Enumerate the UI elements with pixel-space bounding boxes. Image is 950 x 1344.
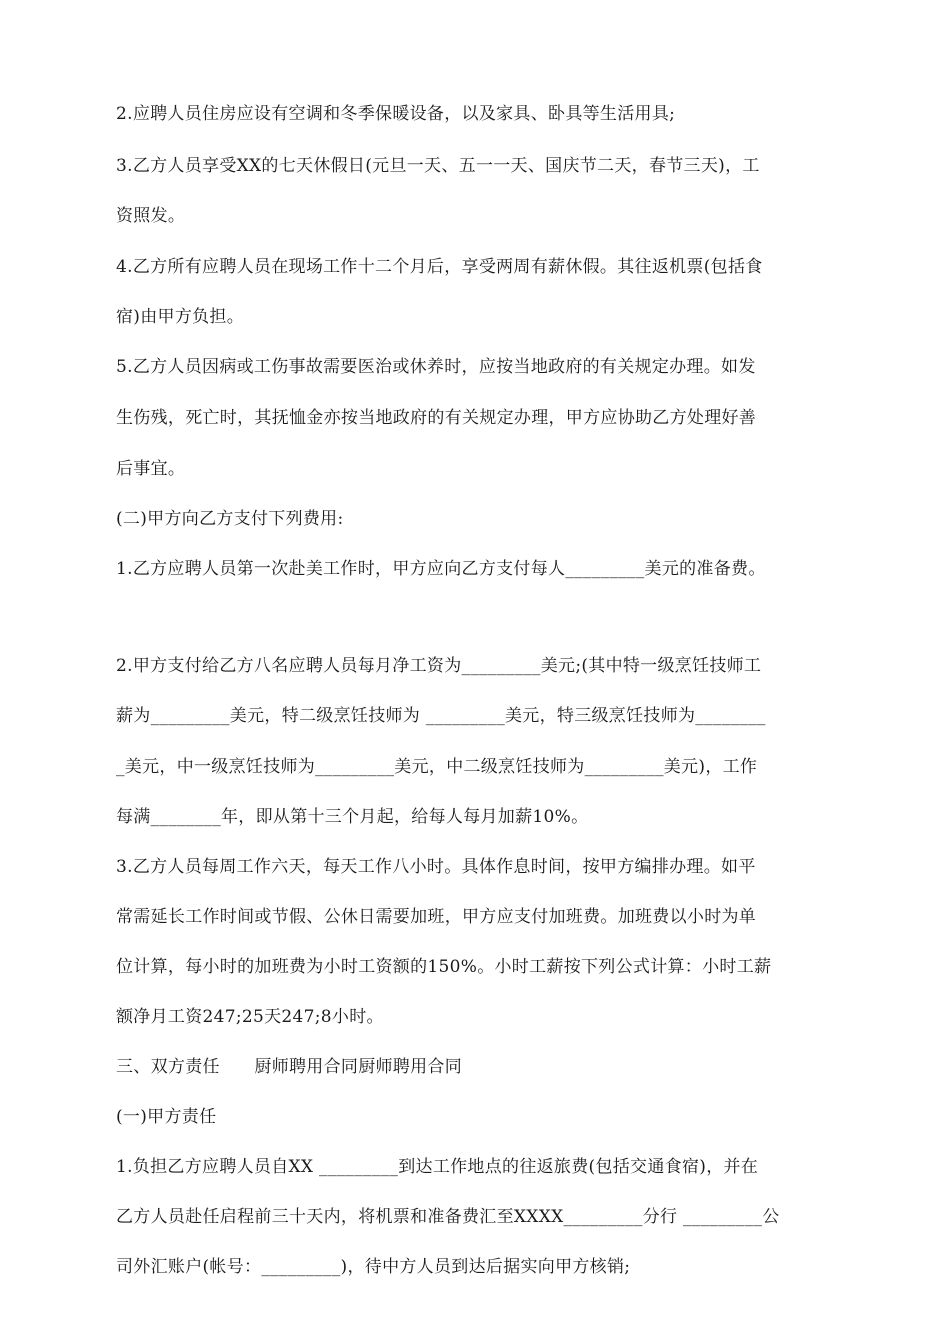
section-heading-responsibilities: 三、双方责任 厨师聘用合同厨师聘用合同 bbox=[116, 1057, 462, 1077]
clause-3-holidays-cont: 资照发。 bbox=[116, 206, 186, 226]
payment-clause-1-preparation-fee: 1.乙方应聘人员第一次赴美工作时，甲方应向乙方支付每人_________美元的准备费。 bbox=[116, 559, 766, 579]
party-a-clause-1-travel-cont-2: 司外汇账户(帐号：_________)，待中方人员到达后据实向甲方核销; bbox=[116, 1257, 631, 1277]
payment-clause-2-salary: 2.甲方支付给乙方八名应聘人员每月净工资为_________美元;(其中特一级烹饪技师工 bbox=[116, 656, 762, 676]
payment-clause-3-overtime-cont-2: 位计算，每小时的加班费为小时工资额的150%。小时工薪按下列公式计算：小时工薪 bbox=[116, 957, 772, 977]
payment-clause-2-salary-cont-1: 薪为_________美元，特二级烹饪技师为 _________美元，特三级烹饪技师为________ bbox=[116, 706, 766, 726]
clause-2-housing: 2.应聘人员住房应设有空调和冬季保暖设备，以及家具、卧具等生活用具; bbox=[116, 104, 676, 124]
payment-clause-2-salary-cont-2: _美元，中一级烹饪技师为_________美元，中二级烹饪技师为_________美元)，工作 bbox=[116, 757, 758, 777]
section-heading-payments: (二)甲方向乙方支付下列费用: bbox=[116, 509, 344, 529]
clause-5-injury-cont-2: 后事宜。 bbox=[116, 459, 186, 479]
clause-5-injury: 5.乙方人员因病或工伤事故需要医治或休养时，应按当地政府的有关规定办理。如发 bbox=[116, 357, 756, 377]
payment-clause-3-overtime: 3.乙方人员每周工作六天，每天工作八小时。具体作息时间，按甲方编排办理。如平 bbox=[116, 857, 756, 877]
clause-4-paid-leave: 4.乙方所有应聘人员在现场工作十二个月后，享受两周有薪休假。其往返机票(包括食 bbox=[116, 257, 763, 277]
party-a-clause-1-travel: 1.负担乙方应聘人员自XX _________到达工作地点的往返旅费(包括交通食宿)，并在 bbox=[116, 1157, 759, 1177]
clause-3-holidays: 3.乙方人员享受XX的七天休假日(元旦一天、五一一天、国庆节二天，春节三天)，工 bbox=[116, 156, 760, 176]
clause-5-injury-cont-1: 生伤残，死亡时，其抚恤金亦按当地政府的有关规定办理，甲方应协助乙方处理好善 bbox=[116, 408, 757, 428]
party-a-clause-1-travel-cont-1: 乙方人员赴任启程前三十天内，将机票和准备费汇至XXXX_________分行 _________公 bbox=[116, 1207, 780, 1227]
subsection-heading-party-a: (一)甲方责任 bbox=[116, 1107, 217, 1127]
payment-clause-3-overtime-cont-3: 额净月工资247;25天247;8小时。 bbox=[116, 1007, 384, 1027]
clause-4-paid-leave-cont: 宿)由甲方负担。 bbox=[116, 307, 245, 327]
payment-clause-2-salary-cont-3: 每满________年，即从第十三个月起，给每人每月加薪10%。 bbox=[116, 807, 589, 827]
payment-clause-3-overtime-cont-1: 常需延长工作时间或节假、公休日需要加班，甲方应支付加班费。加班费以小时为单 bbox=[116, 907, 757, 927]
